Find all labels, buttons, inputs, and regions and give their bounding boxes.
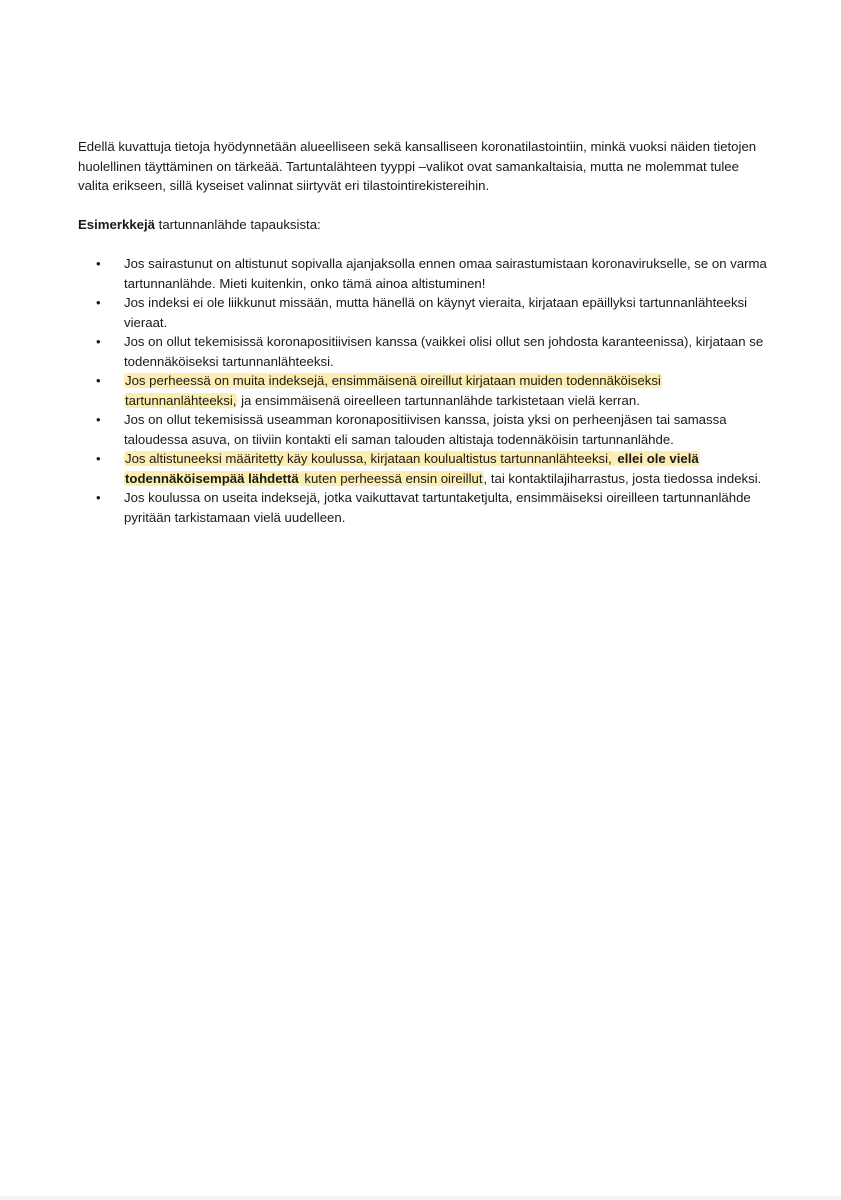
list-item-text: Jos on ollut tekemisissä useamman koronapositiivisen kanssa, joista yksi on perheenjäsen tai samassa taloudessa asuva, on tiiviin kontakti eli saman talouden altistaja todennäköisin tartunnanlähde. <box>124 412 727 447</box>
highlighted-text: Jos altistuneeksi määritetty käy koulussa, kirjataan koulualtistus tartunnanlähteeksi, <box>125 451 616 466</box>
list-item-text: , tai kontaktilajiharrastus, josta tiedossa indeksi. <box>483 470 762 486</box>
highlighted-text-tail: kuten perheessä ensin oireillut <box>300 470 483 486</box>
document-body <box>78 137 768 527</box>
list-item <box>78 488 768 527</box>
bullet-marker: • <box>96 451 101 466</box>
list-item <box>78 332 768 371</box>
list-item <box>78 293 768 332</box>
examples-heading-bold: Esimerkkejä <box>78 216 155 232</box>
list-item-text: Jos sairastunut on altistunut sopivalla ajanjaksolla ennen omaa sairastumistaan koronavirukselle, se on varma tartunnanlähde. Mieti kuitenkin, onko tämä ainoa altistuminen! <box>124 256 767 291</box>
bullet-marker: • <box>96 490 101 505</box>
bullet-marker: • <box>96 412 101 427</box>
examples-heading-rest: tartunnanlähde tapauksista: <box>155 216 321 232</box>
page-bottom-edge <box>0 1196 841 1200</box>
bullet-marker: • <box>96 334 101 349</box>
list-item-text: ja ensimmäisenä oireelleen tartunnanlähde tarkistetaan vielä kerran. <box>237 392 640 408</box>
examples-heading <box>78 215 768 235</box>
list-item-text: Jos koulussa on useita indeksejä, jotka vaikuttavat tartuntaketjulta, ensimmäiseksi oireilleen tartunnanlähde pyritään tarkistamaan vielä uudelleen. <box>124 490 751 525</box>
intro-paragraph: Edellä kuvattuja tietoja hyödynnetään alueelliseen sekä kansalliseen koronatilastointiin, minkä vuoksi näiden tietojen huolellinen täyttäminen on tärkeää. Tartuntalähteen tyyppi –valikot ovat samankaltaisia, mutta ne molemmat tulee valita erikseen, sillä kyseiset valinnat siirtyvät eri tilastointirekistereihin. <box>78 139 757 193</box>
examples-list <box>78 254 768 527</box>
list-item <box>78 410 768 449</box>
list-item <box>78 254 768 293</box>
bullet-marker: • <box>96 295 101 310</box>
list-item-text: Jos indeksi ei ole liikkunut missään, mutta hänellä on käynyt vieraita, kirjataan epäillyksi tartunnanlähteeksi vieraat. <box>124 295 748 330</box>
list-item <box>78 371 768 410</box>
list-item <box>78 449 768 488</box>
highlighted-text: Jos perheessä on muita indeksejä, ensimmäisenä oireillut kirjataan muiden todennäköiseksi tartunnanlähteeksi, <box>125 373 661 408</box>
bullet-marker: • <box>96 256 101 271</box>
highlighted-bold-text: ellei ole vielä todennäköisempää lähdettä <box>125 451 699 486</box>
bullet-marker: • <box>96 373 101 388</box>
list-item-text: Jos on ollut tekemisissä koronapositiivisen kanssa (vaikkei olisi ollut sen johdosta karanteenissa), kirjataan se todennäköiseksi tartunnanlähteeksi. <box>124 334 764 369</box>
